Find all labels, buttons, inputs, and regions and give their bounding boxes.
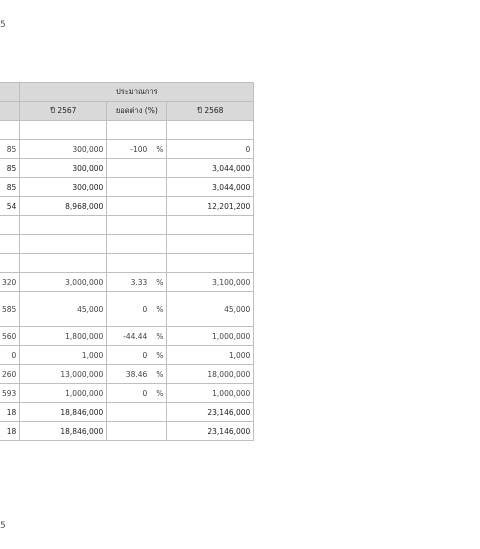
cell-year-2568: 18,000,000: [167, 365, 254, 384]
header-prev-cell: [0, 83, 20, 102]
cell-year-2567: 18,846,000: [20, 422, 107, 441]
cell-year-2567: 1,000: [20, 346, 107, 365]
cell-prev-value: 320: [0, 273, 20, 292]
cell-diff-pct: [107, 292, 167, 327]
cell-year-2567: 300,000: [20, 159, 107, 178]
cell-year-2567: [20, 235, 107, 254]
table-row: [0, 178, 254, 197]
cell-prev-value: 560: [0, 327, 20, 346]
cell-diff-pct: [107, 327, 167, 346]
header-year-2568: ปี 2568: [167, 102, 254, 121]
table-group-header-row: [0, 83, 254, 102]
cell-year-2568: 3,100,000: [167, 273, 254, 292]
budget-estimate-table: [0, 82, 254, 441]
cell-year-2568: 45,000: [167, 292, 254, 327]
cell-year-2568: 1,000: [167, 346, 254, 365]
table-row: [0, 254, 254, 273]
cell-diff-pct: [107, 254, 167, 273]
table-row: [0, 216, 254, 235]
diff-value: -44.44: [123, 331, 148, 341]
table-row: [0, 140, 254, 159]
cell-year-2568: [167, 216, 254, 235]
cell-diff-pct: [107, 121, 167, 140]
percent-symbol: %: [156, 144, 164, 154]
cell-year-2567: 300,000: [20, 140, 107, 159]
cell-year-2568: [167, 254, 254, 273]
diff-value: 0: [142, 350, 148, 360]
table-row: [0, 159, 254, 178]
percent-symbol: %: [156, 350, 164, 360]
cell-year-2568: 3,044,000: [167, 178, 254, 197]
cell-diff-pct: [107, 235, 167, 254]
cell-diff-pct: [107, 346, 167, 365]
cell-year-2567: 1,000,000: [20, 384, 107, 403]
cell-prev-value: 593: [0, 384, 20, 403]
cell-diff-pct: [107, 422, 167, 441]
cell-diff-pct: [107, 178, 167, 197]
table-row: [0, 292, 254, 327]
table-row: [0, 121, 254, 140]
table-row: [0, 422, 254, 441]
cell-year-2568: 12,201,200: [167, 197, 254, 216]
table-row: [0, 327, 254, 346]
table-row: [0, 235, 254, 254]
table-row: [0, 384, 254, 403]
table-row: [0, 365, 254, 384]
cell-prev-value: [0, 235, 20, 254]
cell-year-2567: [20, 216, 107, 235]
cell-year-2568: 23,146,000: [167, 403, 254, 422]
table-row: [0, 273, 254, 292]
cell-prev-value: 18: [0, 403, 20, 422]
cell-prev-value: 85: [0, 159, 20, 178]
cell-year-2567: 18,846,000: [20, 403, 107, 422]
cell-diff-pct: [107, 365, 167, 384]
header-year-2567: ปี 2567: [20, 102, 107, 121]
diff-value: 3.33: [130, 277, 148, 287]
table-row: [0, 403, 254, 422]
diff-value: -100: [130, 144, 148, 154]
cell-year-2567: 3,000,000: [20, 273, 107, 292]
cell-year-2568: 0: [167, 140, 254, 159]
diff-value: 0: [142, 388, 148, 398]
cell-year-2567: 300,000: [20, 178, 107, 197]
header-prev-col: [0, 102, 20, 121]
diff-value: 0: [142, 304, 148, 314]
table-row: [0, 346, 254, 365]
cell-year-2568: 1,000,000: [167, 384, 254, 403]
cell-diff-pct: [107, 197, 167, 216]
cell-year-2568: [167, 235, 254, 254]
cell-year-2568: 1,000,000: [167, 327, 254, 346]
cell-prev-value: 18: [0, 422, 20, 441]
cell-year-2567: 1,800,000: [20, 327, 107, 346]
diff-value: 38.46: [125, 369, 148, 379]
cell-year-2568: 23,146,000: [167, 422, 254, 441]
cell-prev-value: 54: [0, 197, 20, 216]
cell-prev-value: [0, 121, 20, 140]
percent-symbol: %: [156, 304, 164, 314]
cell-year-2567: 13,000,000: [20, 365, 107, 384]
cell-diff-pct: [107, 159, 167, 178]
header-estimate: ประมาณการ: [20, 83, 254, 102]
cell-prev-value: [0, 216, 20, 235]
table-row: [0, 197, 254, 216]
cell-prev-value: 85: [0, 178, 20, 197]
cell-diff-pct: [107, 216, 167, 235]
cell-prev-value: 260: [0, 365, 20, 384]
table-column-header-row: [0, 102, 254, 121]
cell-diff-pct: [107, 384, 167, 403]
percent-symbol: %: [156, 388, 164, 398]
percent-symbol: %: [156, 331, 164, 341]
cell-prev-value: 585: [0, 292, 20, 327]
cell-diff-pct: [107, 140, 167, 159]
cell-year-2567: 8,968,000: [20, 197, 107, 216]
cell-year-2568: [167, 121, 254, 140]
cell-diff-pct: [107, 273, 167, 292]
cell-prev-value: 0: [0, 346, 20, 365]
cell-year-2568: 3,044,000: [167, 159, 254, 178]
cell-year-2567: [20, 121, 107, 140]
header-diff-pct: ยอดต่าง (%): [107, 102, 167, 121]
cell-diff-pct: [107, 403, 167, 422]
page-number-bottom: 5: [0, 521, 6, 531]
page-number-top: 5: [0, 20, 6, 30]
cell-year-2567: [20, 254, 107, 273]
cell-prev-value: [0, 254, 20, 273]
cell-prev-value: 85: [0, 140, 20, 159]
cell-year-2567: 45,000: [20, 292, 107, 327]
percent-symbol: %: [156, 277, 164, 287]
percent-symbol: %: [156, 369, 164, 379]
